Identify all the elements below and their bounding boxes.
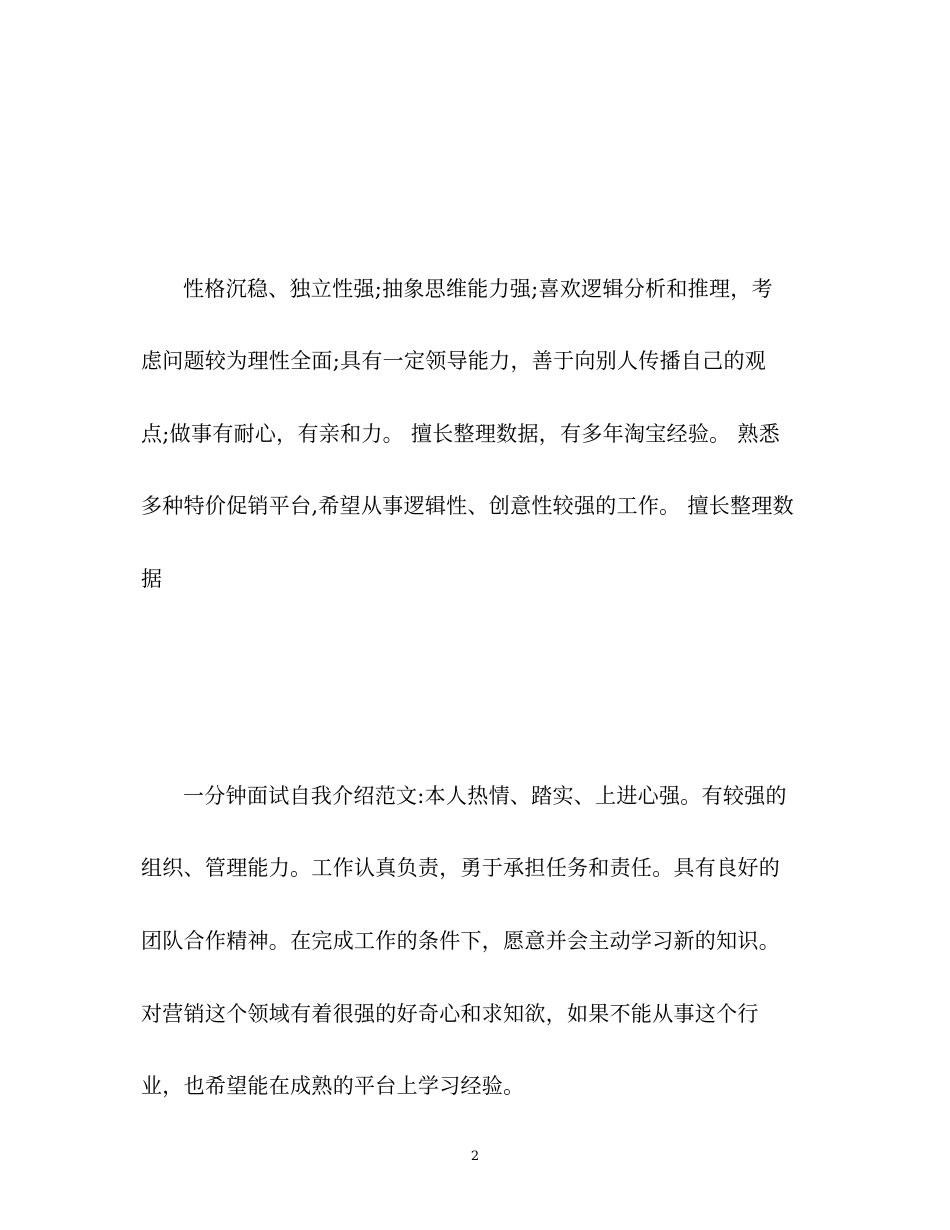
paragraph-line: 对营销这个领域有着很强的好奇心和求知欲，如果不能从事这个行 xyxy=(141,1002,759,1026)
paragraph-line: 性格沉稳、独立性强;抽象思维能力强;喜欢逻辑分析和推理，考 xyxy=(183,277,773,301)
paragraph-line: 多种特价促销平台,希望从事逻辑性、创意性较强的工作。 擅长整理数 xyxy=(141,494,794,518)
paragraph-line: 团队合作精神。在完成工作的条件下，愿意并会主动学习新的知识。 xyxy=(141,929,780,953)
paragraph-line: 虑问题较为理性全面;具有一定领导能力，善于向别人传播自己的观 xyxy=(141,349,767,373)
paragraph-line: 组织、管理能力。工作认真负责，勇于承担任务和责任。具有良好的 xyxy=(141,856,780,880)
paragraph-line: 业，也希望能在成熟的平台上学习经验。 xyxy=(141,1074,525,1098)
paragraph-line: 一分钟面试自我介绍范文:本人热情、踏实、上进心强。有较强的 xyxy=(183,784,787,808)
paragraph-line: 点;做事有耐心，有亲和力。 擅长整理数据，有多年淘宝经验。 熟悉 xyxy=(141,422,781,446)
paragraph-line: 据 xyxy=(141,567,163,591)
page-number: 2 xyxy=(470,1149,480,1164)
